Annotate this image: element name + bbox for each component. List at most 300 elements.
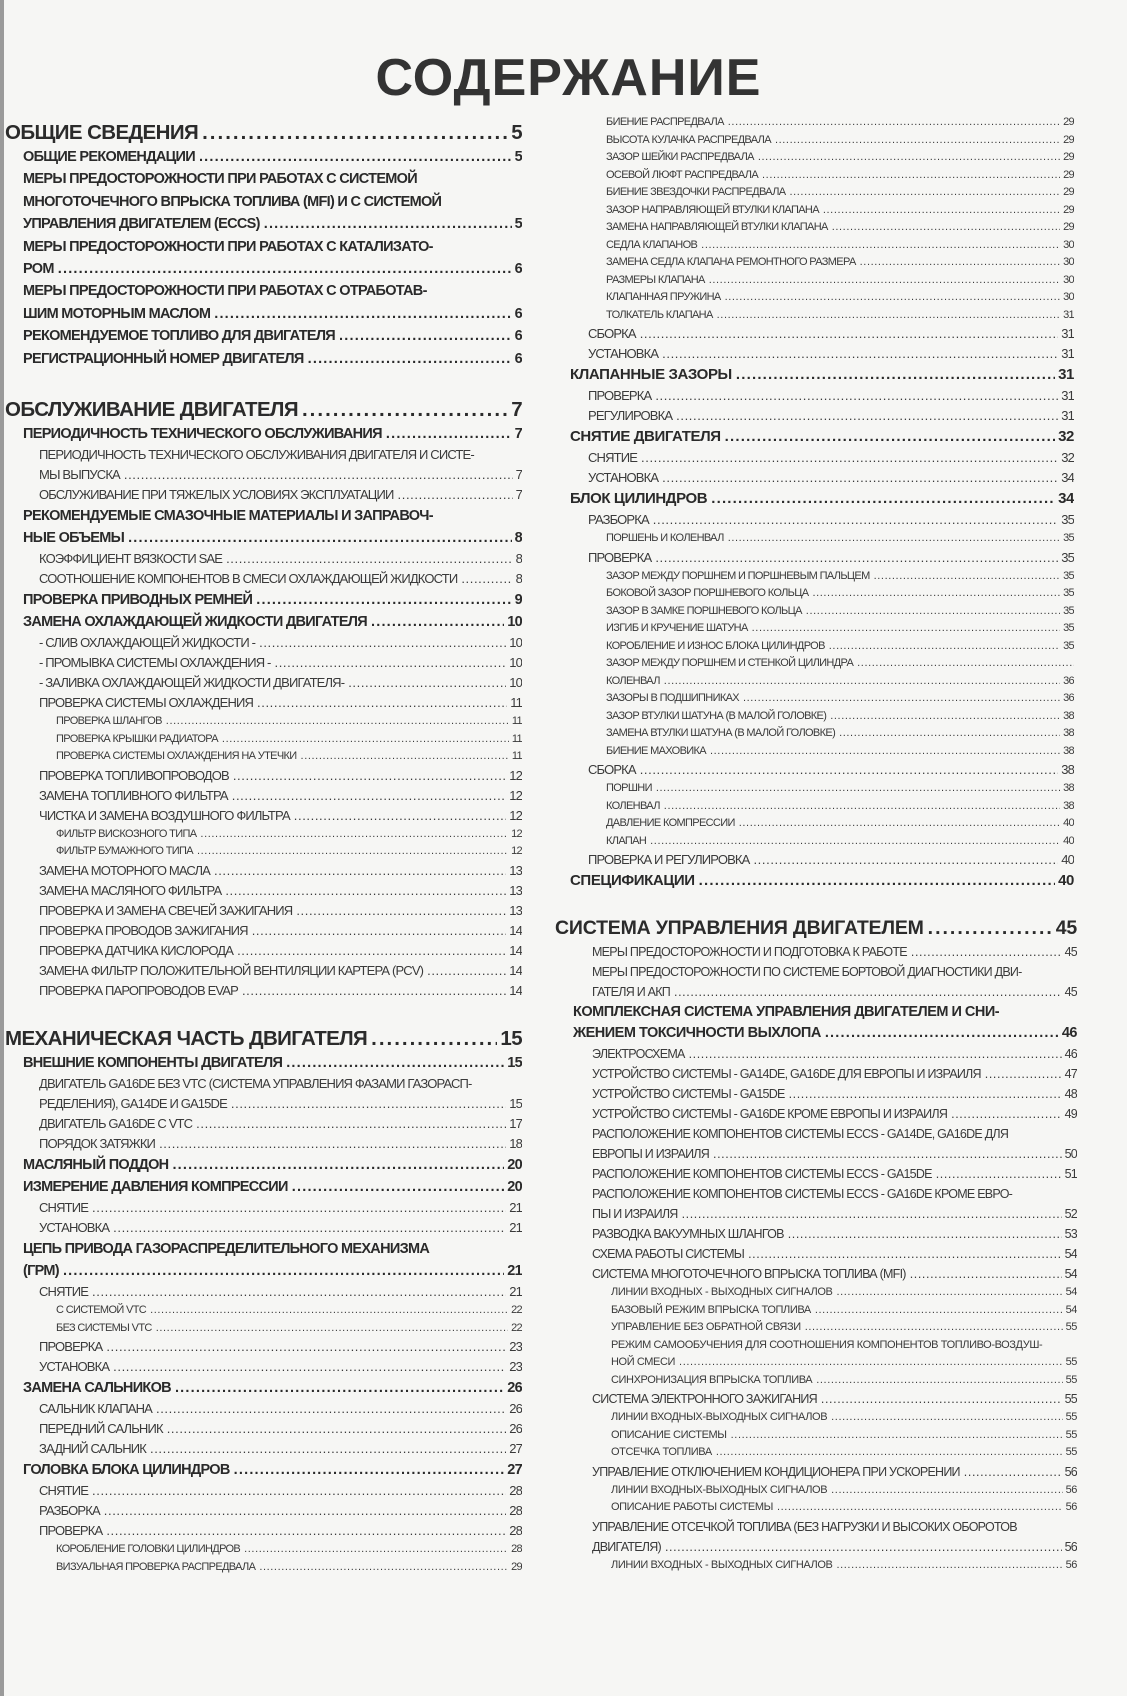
- entry-page-number: 38: [1060, 798, 1074, 816]
- toc-section-engine-control: [555, 914, 1077, 1574]
- entry-title: ПРОВЕРКА .....: [588, 388, 651, 403]
- entry-page-number: 30: [1060, 289, 1074, 307]
- entry-page-number: 28: [506, 1521, 522, 1541]
- entry-title: СБОРКА .....: [588, 762, 636, 777]
- toc-subsection-entry: [555, 1124, 1077, 1164]
- toc-subsection-entry: [570, 324, 1074, 344]
- entry-page-number: 31: [1058, 386, 1074, 406]
- entry-page-number: 54: [1063, 1302, 1077, 1320]
- toc-section-entry: [5, 168, 522, 235]
- entry-title: ДВИГАТЕЛЬ GA16DE С VTC .....: [39, 1116, 192, 1131]
- toc-subsection-entry: [5, 941, 522, 961]
- entry-page-number: 38: [1060, 708, 1074, 726]
- toc-item-entry: [570, 219, 1074, 237]
- entry-page-number: 29: [1060, 184, 1074, 202]
- entry-title: РАЗМЕРЫ КЛАПАНА .....: [606, 274, 705, 286]
- toc-subsection-entry: [555, 1517, 1077, 1557]
- toc-subsection-entry: [5, 1198, 522, 1218]
- entry-title: ЗАМЕНА САЛЬНИКОВ .....: [23, 1380, 171, 1396]
- entry-page-number: 5: [508, 120, 522, 146]
- entry-title: ЗАЗОР ШЕЙКИ РАСПРЕДВАЛА .....: [606, 151, 754, 163]
- toc-subsection-entry: [555, 1244, 1077, 1264]
- toc-item-entry: [570, 833, 1074, 851]
- toc-section-general: [5, 120, 522, 370]
- entry-page-number: 23: [506, 1337, 522, 1357]
- entry-title: СНЯТИЕ .....: [588, 450, 637, 465]
- entry-title: СХЕМА РАБОТЫ СИСТЕМЫ .....: [592, 1247, 744, 1261]
- entry-title: РЕЖИМ САМООБУЧЕНИЯ ДЛЯ СООТНОШЕНИЯ КОМПОНЕНТОВ ТОПЛИВО-ВОЗДУШ- НОЙ СМЕСИ .....: [611, 1339, 1042, 1369]
- toc-item-entry: [570, 690, 1074, 708]
- entry-page-number: 9: [512, 589, 522, 611]
- toc-section-mechanical-continued: [570, 114, 1074, 892]
- toc-item-entry: [555, 1482, 1077, 1500]
- entry-title: ПРОВЕРКА КРЫШКИ РАДИАТОРА .....: [56, 733, 218, 745]
- entry-title: РАЗБОРКА .....: [588, 512, 649, 527]
- entry-title: УСТАНОВКА .....: [588, 470, 658, 485]
- entry-title: УСТАНОВКА .....: [39, 1220, 109, 1235]
- toc-item-entry: [5, 1559, 522, 1577]
- entry-page-number: 14: [506, 921, 522, 941]
- entry-page-number: 18: [506, 1134, 522, 1154]
- entry-title: ВИЗУАЛЬНАЯ ПРОВЕРКА РАСПРЕДВАЛА .....: [56, 1561, 255, 1573]
- toc-section-entry: [5, 348, 522, 370]
- toc-item-entry: [570, 202, 1074, 220]
- entry-page-number: 36: [1060, 673, 1074, 691]
- toc-subsection-entry: [5, 1074, 522, 1114]
- entry-page-number: 38: [1060, 743, 1074, 761]
- entry-title: КОМПЛЕКСНАЯ СИСТЕМА УПРАВЛЕНИЯ ДВИГАТЕЛЕМ И СНИ- ЖЕНИЕМ ТОКСИЧНОСТИ ВЫХЛОПА .....: [573, 1004, 999, 1041]
- entry-page-number: 7: [513, 465, 522, 485]
- entry-page-number: 6: [512, 348, 522, 370]
- entry-page-number: 22: [508, 1320, 522, 1338]
- entry-title: ЗАДНИЙ САЛЬНИК .....: [39, 1441, 146, 1456]
- entry-page-number: 52: [1062, 1204, 1077, 1224]
- entry-page-number: 38: [1060, 725, 1074, 743]
- entry-page-number: 31: [1058, 324, 1074, 344]
- toc-item-entry: [555, 1409, 1077, 1427]
- toc-section-entry: [570, 426, 1074, 448]
- entry-title: ЗАЗОР МЕЖДУ ПОРШНЕМ И ПОРШНЕВЫМ ПАЛЬЦЕМ .....: [606, 570, 870, 582]
- entry-title: СНЯТИЕ .....: [39, 1284, 88, 1299]
- entry-title: ПРОВЕРКА ДАТЧИКА КИСЛОРОДА .....: [39, 943, 233, 958]
- entry-title: ЛИНИИ ВХОДНЫХ - ВЫХОДНЫХ СИГНАЛОВ .....: [611, 1286, 832, 1298]
- toc-section-entry: [5, 325, 522, 347]
- entry-title: ПРОВЕРКА ТОПЛИВОПРОВОДОВ .....: [39, 768, 229, 783]
- entry-page-number: 30: [1060, 272, 1074, 290]
- entry-title: ФИЛЬТР БУМАЖНОГО ТИПА .....: [56, 845, 193, 857]
- entry-page-number: 55: [1063, 1427, 1077, 1445]
- entry-title: ЛИНИИ ВХОДНЫХ-ВЫХОДНЫХ СИГНАЛОВ .....: [611, 1484, 827, 1496]
- entry-page-number: 31: [1055, 364, 1074, 386]
- entry-page-number: 38: [1058, 760, 1074, 780]
- entry-title: ЗАМЕНА ФИЛЬТР ПОЛОЖИТЕЛЬНОЙ ВЕНТИЛЯЦИИ КАРТЕРА (PCV) .....: [39, 963, 423, 978]
- toc-item-entry: [570, 725, 1074, 743]
- entry-page-number: 10: [506, 673, 522, 693]
- toc-subsection-entry: [555, 1164, 1077, 1184]
- toc-subsection-entry: [570, 760, 1074, 780]
- entry-title: ЧИСТКА И ЗАМЕНА ВОЗДУШНОГО ФИЛЬТРА .....: [39, 808, 290, 823]
- entry-title: ЗАЗОР МЕЖДУ ПОРШНЕМ И СТЕНКОЙ ЦИЛИНДРА .....: [606, 657, 853, 669]
- entry-title: ТОЛКАТЕЛЬ КЛАПАНА .....: [606, 309, 713, 321]
- entry-title: УПРАВЛЕНИЕ БЕЗ ОБРАТНОЙ СВЯЗИ .....: [611, 1321, 801, 1333]
- entry-page-number: 12: [506, 806, 522, 826]
- entry-title: ОБСЛУЖИВАНИЕ ПРИ ТЯЖЕЛЫХ УСЛОВИЯХ ЭКСПЛУАТАЦИИ .....: [39, 487, 394, 502]
- toc-subsection-entry: [570, 468, 1074, 488]
- entry-page-number: 29: [1060, 202, 1074, 220]
- entry-title: ОСЕВОЙ ЛЮФТ РАСПРЕДВАЛА .....: [606, 169, 758, 181]
- toc-section-entry: [5, 1154, 522, 1176]
- entry-title: КЛАПАННЫЕ ЗАЗОРЫ .....: [570, 366, 732, 383]
- entry-title: КЛАПАН .....: [606, 835, 646, 847]
- entry-title: СИСТЕМА МНОГОТОЧЕЧНОГО ВПРЫСКА ТОПЛИВА (MFI) .....: [592, 1267, 906, 1281]
- entry-title: МЕРЫ ПРЕДОСТОРОЖНОСТИ ПРИ РАБОТАХ С КАТАЛИЗАТО- РОМ .....: [23, 239, 433, 277]
- entry-title: МАСЛЯНЫЙ ПОДДОН .....: [23, 1157, 168, 1173]
- entry-title: ПОРЯДОК ЗАТЯЖКИ .....: [39, 1136, 155, 1151]
- toc-item-entry: [570, 815, 1074, 833]
- toc-item-entry: [570, 798, 1074, 816]
- toc-section-maintenance: [5, 397, 522, 1001]
- entry-page-number: 28: [506, 1481, 522, 1501]
- entry-title: КЛАПАННАЯ ПРУЖИНА .....: [606, 291, 721, 303]
- toc-item-entry: [5, 843, 522, 861]
- entry-page-number: 51: [1062, 1164, 1077, 1184]
- toc-item-entry: [555, 1557, 1077, 1575]
- toc-subsection-entry: [555, 962, 1077, 1002]
- entry-page-number: 21: [504, 1260, 522, 1282]
- toc-item-entry: [570, 655, 1074, 673]
- toc-subsection-entry: [570, 344, 1074, 364]
- entry-page-number: 28: [508, 1541, 522, 1559]
- entry-page-number: 35: [1060, 638, 1074, 656]
- entry-title: УСТРОЙСТВО СИСТЕМЫ - GA15DE .....: [592, 1087, 785, 1101]
- toc-item-entry: [570, 149, 1074, 167]
- toc-subsection-entry: [570, 548, 1074, 568]
- entry-title: УСТРОЙСТВО СИСТЕМЫ - GA16DE КРОМЕ ЕВРОПЫ И ИЗРАИЛЯ .....: [592, 1107, 947, 1121]
- entry-page-number: 56: [1062, 1462, 1077, 1482]
- toc-subsection-entry: [5, 1439, 522, 1459]
- entry-page-number: 11: [509, 748, 522, 766]
- entry-page-number: 6: [512, 325, 522, 347]
- toc-subsection-entry: [5, 673, 522, 693]
- entry-title: ПРОВЕРКА СИСТЕМЫ ОХЛАЖДЕНИЯ НА УТЕЧКИ .....: [56, 750, 297, 762]
- entry-page-number: 36: [1060, 690, 1074, 708]
- entry-title: ОБЩИЕ РЕКОМЕНДАЦИИ .....: [23, 149, 195, 165]
- entry-page-number: 54: [1062, 1244, 1077, 1264]
- entry-page-number: 29: [1060, 149, 1074, 167]
- toc-subsection-entry: [555, 1084, 1077, 1104]
- entry-page-number: 20: [504, 1176, 522, 1198]
- toc-section-entry: [5, 236, 522, 281]
- entry-title: РАСПОЛОЖЕНИЕ КОМПОНЕНТОВ СИСТЕМЫ ECCS - GA16DE КРОМЕ ЕВРО- ПЫ И ИЗРАИЛЯ .....: [592, 1187, 1012, 1221]
- entry-page-number: 35: [1060, 530, 1074, 548]
- toc-item-entry: [555, 1372, 1077, 1390]
- entry-page-number: 56: [1063, 1557, 1077, 1575]
- toc-item-entry: [570, 743, 1074, 761]
- entry-page-number: 11: [509, 713, 522, 731]
- entry-page-number: 21: [506, 1218, 522, 1238]
- entry-title: МЕХАНИЧЕСКАЯ ЧАСТЬ ДВИГАТЕЛЯ .....: [5, 1027, 367, 1050]
- entry-title: ОПИСАНИЕ РАБОТЫ СИСТЕМЫ .....: [611, 1501, 773, 1513]
- toc-subsection-entry: [5, 1481, 522, 1501]
- entry-page-number: 13: [506, 901, 522, 921]
- entry-page-number: 21: [506, 1198, 522, 1218]
- toc-section-entry: [5, 423, 522, 445]
- toc-item-entry: [555, 1427, 1077, 1445]
- entry-page-number: 6: [512, 258, 522, 280]
- toc-item-entry: [555, 1444, 1077, 1462]
- entry-title: ИЗГИБ И КРУЧЕНИЕ ШАТУНА .....: [606, 622, 748, 634]
- entry-page-number: 35: [1060, 620, 1074, 638]
- entry-page-number: 20: [504, 1154, 522, 1176]
- entry-title: ЛИНИИ ВХОДНЫХ-ВЫХОДНЫХ СИГНАЛОВ .....: [611, 1411, 827, 1423]
- entry-page-number: 35: [1060, 585, 1074, 603]
- entry-page-number: 11: [507, 693, 522, 713]
- toc-subsection-entry: [5, 1282, 522, 1302]
- entry-title: БОКОВОЙ ЗАЗОР ПОРШНЕВОГО КОЛЬЦА .....: [606, 587, 808, 599]
- entry-title: СИСТЕМА УПРАВЛЕНИЯ ДВИГАТЕЛЕМ .....: [555, 917, 924, 939]
- toc-item-entry: [5, 1541, 522, 1559]
- toc-subsection-entry: [5, 1357, 522, 1377]
- entry-title: ВЫСОТА КУЛАЧКА РАСПРЕДВАЛА .....: [606, 134, 771, 146]
- toc-section-entry: [5, 505, 522, 549]
- toc-item-entry: [570, 530, 1074, 548]
- entry-title: СНЯТИЕ ДВИГАТЕЛЯ .....: [570, 428, 721, 445]
- entry-title: МЕРЫ ПРЕДОСТОРОЖНОСТИ ПРИ РАБОТАХ С ОТРАБОТАВ- ШИМ МОТОРНЫМ МАСЛОМ .....: [23, 283, 427, 321]
- entry-title: РАЗБОРКА .....: [39, 1503, 100, 1518]
- toc-item-entry: [570, 132, 1074, 150]
- entry-page-number: 56: [1063, 1499, 1077, 1517]
- entry-page-number: 40: [1058, 850, 1074, 870]
- entry-page-number: 10: [506, 633, 522, 653]
- toc-item-entry: [570, 708, 1074, 726]
- entry-page-number: 40: [1060, 833, 1074, 851]
- entry-title: КОРОБЛЕНИЕ И ИЗНОС БЛОКА ЦИЛИНДРОВ .....: [606, 640, 825, 652]
- toc-item-entry: [570, 620, 1074, 638]
- toc-section-entry: [5, 1052, 522, 1074]
- entry-title: ЗАМЕНА СЕДЛА КЛАПАНА РЕМОНТНОГО РАЗМЕРА .....: [606, 256, 856, 268]
- entry-title: ОПИСАНИЕ СИСТЕМЫ .....: [611, 1429, 727, 1441]
- toc-subsection-entry: [555, 1264, 1077, 1284]
- toc-subsection-entry: [570, 448, 1074, 468]
- entry-title: ПОРШЕНЬ И КОЛЕНВАЛ .....: [606, 532, 724, 544]
- entry-title: ПРОВЕРКА .....: [588, 550, 651, 565]
- toc-section-entry: [570, 488, 1074, 510]
- entry-title: СООТНОШЕНИЕ КОМПОНЕНТОВ В СМЕСИ ОХЛАЖДАЮЩЕЙ ЖИДКОСТИ .....: [39, 571, 457, 586]
- page-title: СОДЕРЖАНИЕ: [375, 49, 762, 107]
- toc-subsection-entry: [5, 633, 522, 653]
- entry-page-number: 45: [1053, 914, 1077, 942]
- toc-section-entry: [5, 611, 522, 633]
- entry-page-number: 40: [1060, 815, 1074, 833]
- entry-title: ЭЛЕКТРОСХЕМА .....: [592, 1047, 685, 1061]
- entry-title: ПЕРЕДНИЙ САЛЬНИК .....: [39, 1421, 163, 1436]
- toc-item-entry: [570, 114, 1074, 132]
- entry-page-number: 8: [512, 527, 522, 549]
- entry-page-number: 49: [1062, 1104, 1077, 1124]
- toc-subsection-entry: [5, 961, 522, 981]
- entry-page-number: 15: [497, 1026, 522, 1052]
- entry-page-number: 13: [506, 861, 522, 881]
- entry-page-number: 46: [1062, 1044, 1077, 1064]
- entry-title: СНЯТИЕ .....: [39, 1200, 88, 1215]
- entry-title: УПРАВЛЕНИЕ ОТКЛЮЧЕНИЕМ КОНДИЦИОНЕРА ПРИ УСКОРЕНИИ .....: [592, 1465, 960, 1479]
- entry-title: РЕГИСТРАЦИОННЫЙ НОМЕР ДВИГАТЕЛЯ .....: [23, 351, 304, 367]
- entry-page-number: 7: [512, 423, 522, 445]
- entry-title: ЦЕПЬ ПРИВОДА ГАЗОРАСПРЕДЕЛИТЕЛЬНОГО МЕХАНИЗМА (ГРМ) .....: [23, 1241, 429, 1279]
- toc-subsection-entry: [5, 881, 522, 901]
- entry-title: СИНХРОНИЗАЦИЯ ВПРЫСКА ТОПЛИВА .....: [611, 1374, 812, 1386]
- toc-subsection-entry: [5, 1218, 522, 1238]
- entry-title: - СЛИВ ОХЛАЖДАЮЩЕЙ ЖИДКОСТИ - .....: [39, 635, 255, 650]
- entry-title: КОЭФФИЦИЕНТ ВЯЗКОСТИ SAE .....: [39, 551, 222, 566]
- entry-title: ДВИГАТЕЛЬ GA16DE БЕЗ VTC (СИСТЕМА УПРАВЛЕНИЯ ФАЗАМИ ГАЗОРАСП- РЕДЕЛЕНИЯ), GA14DE И GA15DE .....: [39, 1076, 471, 1111]
- entry-page-number: 30: [1060, 237, 1074, 255]
- entry-page-number: 56: [1063, 1482, 1077, 1500]
- entry-page-number: 54: [1063, 1284, 1077, 1302]
- entry-page-number: 11: [509, 731, 522, 749]
- entry-page-number: 7: [508, 397, 522, 423]
- entry-page-number: 35: [1060, 603, 1074, 621]
- entry-title: БИЕНИЕ РАСПРЕДВАЛА .....: [606, 116, 724, 128]
- entry-title: ЛИНИИ ВХОДНЫХ - ВЫХОДНЫХ СИГНАЛОВ .....: [611, 1559, 832, 1571]
- entry-page-number: 31: [1058, 406, 1074, 426]
- entry-title: ФИЛЬТР ВИСКОЗНОГО ТИПА .....: [56, 828, 196, 840]
- toc-subsection-entry: [570, 510, 1074, 530]
- entry-title: УПРАВЛЕНИЕ ОТСЕЧКОЙ ТОПЛИВА (БЕЗ НАГРУЗКИ И ВЫСОКИХ ОБОРОТОВ ДВИГАТЕЛЯ) .....: [592, 1520, 1017, 1554]
- entry-page-number: 45: [1062, 942, 1077, 962]
- toc-item-entry: [570, 167, 1074, 185]
- entry-page-number: 12: [508, 843, 522, 861]
- toc-item-entry: [570, 568, 1074, 586]
- entry-page-number: 47: [1062, 1064, 1077, 1084]
- entry-title: КОЛЕНВАЛ .....: [606, 675, 660, 687]
- toc-item-entry: [555, 1284, 1077, 1302]
- entry-title: СЕДЛА КЛАПАНОВ .....: [606, 239, 697, 251]
- entry-page-number: 13: [506, 881, 522, 901]
- toc-subsection-entry: [5, 861, 522, 881]
- entry-title: КОЛЕНВАЛ .....: [606, 800, 660, 812]
- entry-page-number: 10: [504, 611, 522, 633]
- toc-item-entry: [570, 307, 1074, 325]
- entry-page-number: 15: [504, 1052, 522, 1074]
- entry-page-number: 28: [506, 1501, 522, 1521]
- entry-title: ОБЩИЕ СВЕДЕНИЯ .....: [5, 121, 198, 144]
- toc-subsection-entry: [555, 1184, 1077, 1224]
- toc-chapter-entry: [5, 397, 522, 423]
- entry-title: ЗАМЕНА ТОПЛИВНОГО ФИЛЬТРА .....: [39, 788, 228, 803]
- entry-page-number: 10: [506, 653, 522, 673]
- entry-page-number: 35: [1058, 548, 1074, 568]
- toc-section-entry: [5, 1459, 522, 1481]
- entry-page-number: 55: [1063, 1372, 1077, 1390]
- entry-page-number: 29: [1060, 167, 1074, 185]
- entry-page-number: 14: [506, 981, 522, 1001]
- entry-title: ИЗМЕРЕНИЕ ДАВЛЕНИЯ КОМПРЕССИИ .....: [23, 1179, 288, 1195]
- entry-page-number: 22: [508, 1302, 522, 1320]
- entry-title: САЛЬНИК КЛАПАНА .....: [39, 1401, 152, 1416]
- entry-page-number: 55: [1063, 1354, 1077, 1372]
- entry-title: ЗАЗОР ВТУЛКИ ШАТУНА (В МАЛОЙ ГОЛОВКЕ) .....: [606, 710, 826, 722]
- toc-subsection-entry: [555, 1224, 1077, 1244]
- entry-page-number: 12: [506, 786, 522, 806]
- toc-item-entry: [570, 254, 1074, 272]
- entry-page-number: 56: [1062, 1537, 1077, 1557]
- entry-title: БЛОК ЦИЛИНДРОВ .....: [570, 490, 707, 507]
- entry-page-number: 29: [1060, 219, 1074, 237]
- entry-title: БИЕНИЕ МАХОВИКА .....: [606, 745, 706, 757]
- entry-page-number: 26: [504, 1377, 522, 1399]
- toc-subsection-entry: [5, 1114, 522, 1134]
- entry-title: ЗАЗОР В ЗАМКЕ ПОРШНЕВОГО КОЛЬЦА .....: [606, 605, 802, 617]
- toc-subsection-entry: [5, 569, 522, 589]
- entry-page-number: 45: [1062, 982, 1077, 1002]
- entry-page-number: 27: [506, 1439, 522, 1459]
- entry-page-number: 55: [1063, 1409, 1077, 1427]
- entry-page-number: 40: [1055, 870, 1074, 892]
- toc-section-entry: [5, 1238, 522, 1282]
- entry-page-number: 53: [1062, 1224, 1077, 1244]
- entry-page-number: 29: [508, 1559, 522, 1577]
- entry-title: УСТРОЙСТВО СИСТЕМЫ - GA14DE, GA16DE ДЛЯ ЕВРОПЫ И ИЗРАИЛЯ .....: [592, 1067, 981, 1081]
- toc-item-entry: [555, 1499, 1077, 1517]
- entry-page-number: 27: [504, 1459, 522, 1481]
- entry-page-number: 54: [1062, 1264, 1077, 1284]
- entry-title: ПРОВЕРКА ШЛАНГОВ .....: [56, 715, 162, 727]
- entry-page-number: 31: [1058, 344, 1074, 364]
- toc-chapter-entry: [5, 120, 522, 146]
- toc-subsection-entry: [570, 386, 1074, 406]
- toc-subsection-entry: [555, 1064, 1077, 1084]
- entry-page-number: 5: [512, 146, 522, 168]
- entry-title: ЗАМЕНА МАСЛЯНОГО ФИЛЬТРА .....: [39, 883, 221, 898]
- entry-title: РАСПОЛОЖЕНИЕ КОМПОНЕНТОВ СИСТЕМЫ ECCS - GA15DE .....: [592, 1167, 932, 1181]
- toc-subsection-entry: [570, 406, 1074, 426]
- entry-page-number: 21: [506, 1282, 522, 1302]
- entry-title: РЕКОМЕНДУЕМОЕ ТОПЛИВО ДЛЯ ДВИГАТЕЛЯ .....: [23, 328, 335, 344]
- entry-page-number: 12: [506, 766, 522, 786]
- toc-subsection-entry: [5, 1399, 522, 1419]
- entry-title: СБОРКА .....: [588, 326, 636, 341]
- entry-title: МЕРЫ ПРЕДОСТОРОЖНОСТИ ПО СИСТЕМЕ БОРТОВОЙ ДИАГНОСТИКИ ДВИ- ГАТЕЛЯ И АКП .....: [592, 965, 1022, 999]
- entry-page-number: 29: [1060, 114, 1074, 132]
- entry-page-number: 14: [506, 961, 522, 981]
- entry-title: СНЯТИЕ .....: [39, 1483, 88, 1498]
- entry-page-number: 32: [1058, 448, 1074, 468]
- toc-section-entry: [5, 589, 522, 611]
- entry-title: ПРОВЕРКА ПАРОПРОВОДОВ EVAP .....: [39, 983, 238, 998]
- page-binding-edge: [0, 0, 4, 1696]
- entry-page-number: 34: [1058, 468, 1074, 488]
- toc-item-entry: [5, 1302, 522, 1320]
- toc-subsection-entry: [555, 1044, 1077, 1064]
- entry-page-number: 50: [1062, 1144, 1077, 1164]
- entry-title: ДАВЛЕНИЕ КОМПРЕССИИ .....: [606, 817, 735, 829]
- entry-page-number: 26: [506, 1419, 522, 1439]
- toc-subsection-entry: [555, 1462, 1077, 1482]
- toc-chapter-entry: [555, 914, 1077, 942]
- toc-subsection-entry: [555, 1104, 1077, 1124]
- entry-title: ПРОВЕРКА СИСТЕМЫ ОХЛАЖДЕНИЯ .....: [39, 695, 253, 710]
- entry-title: ПРОВЕРКА И РЕГУЛИРОВКА .....: [588, 852, 749, 867]
- toc-item-entry: [570, 585, 1074, 603]
- toc-item-entry: [570, 603, 1074, 621]
- entry-title: ОБСЛУЖИВАНИЕ ДВИГАТЕЛЯ .....: [5, 398, 298, 421]
- entry-title: БИЕНИЕ ЗВЕЗДОЧКИ РАСПРЕДВАЛА .....: [606, 186, 785, 198]
- entry-title: ЗАМЕНА ОХЛАЖДАЮЩЕЙ ЖИДКОСТИ ДВИГАТЕЛЯ .....: [23, 614, 367, 630]
- entry-title: - ЗАЛИВКА ОХЛАЖДАЮЩЕЙ ЖИДКОСТИ ДВИГАТЕЛЯ- .....: [39, 675, 344, 690]
- entry-title: ПРОВЕРКА .....: [39, 1339, 102, 1354]
- entry-title: РАЗВОДКА ВАКУУМНЫХ ШЛАНГОВ .....: [592, 1227, 784, 1241]
